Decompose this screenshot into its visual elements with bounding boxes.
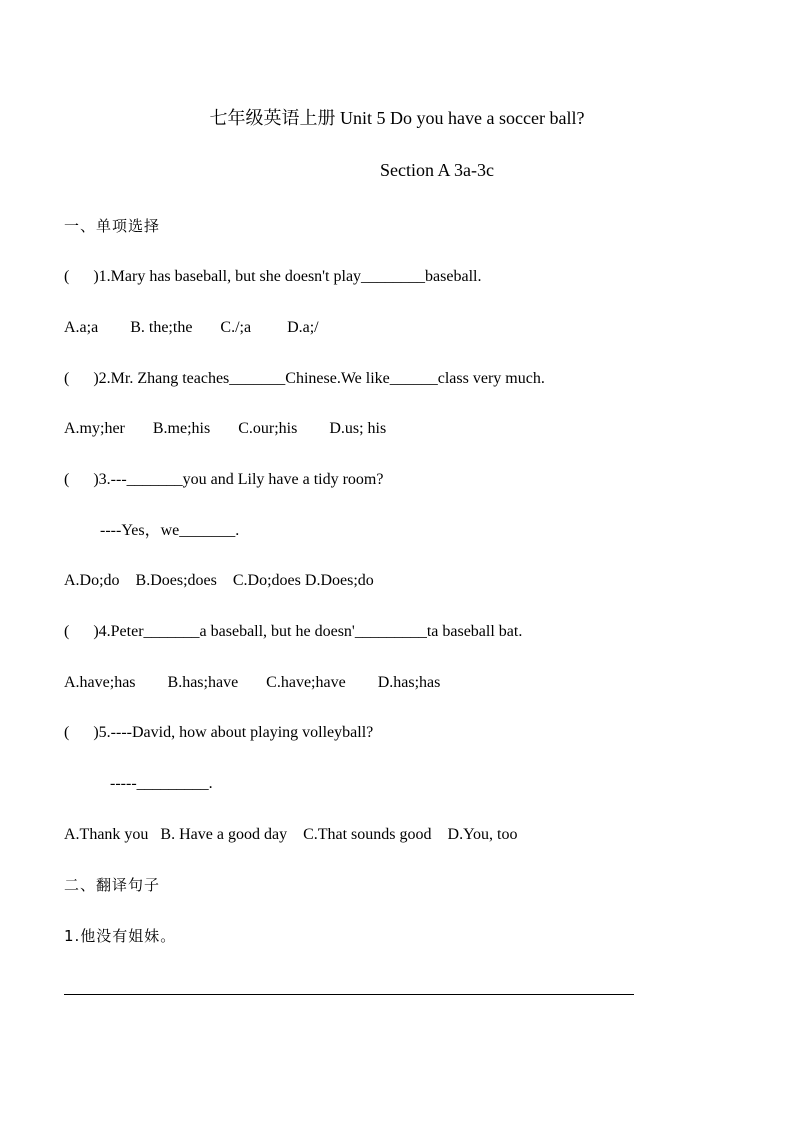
part2-heading: 二、翻译句子 [64, 876, 161, 894]
question-1-stem: ( )1.Mary has baseball, but she doesn't play________baseball. [64, 268, 482, 285]
question-2-options: A.my;her B.me;his C.our;his D.us; his [64, 420, 387, 437]
question-4-stem: ( )4.Peter_______a baseball, but he doesn'_________ta baseball bat. [64, 623, 523, 640]
question-4-options: A.have;has B.has;have C.have;have D.has;has [64, 674, 441, 691]
section-subtitle: Section A 3a-3c [380, 160, 494, 180]
question-5-stem: ( )5.----David, how about playing volleyball? [64, 724, 374, 741]
question-1-options: A.a;a B. the;the C./;a D.a;/ [64, 319, 319, 336]
question-3-reply: ----Yes，we_______. [100, 522, 240, 539]
question-5-reply: -----_________. [110, 775, 213, 792]
part1-heading: 一、单项选择 [64, 217, 161, 235]
question-3-stem: ( )3.---_______you and Lily have a tidy room? [64, 471, 384, 488]
translation-1-answer-line [64, 994, 634, 995]
question-2-stem: ( )2.Mr. Zhang teaches_______Chinese.We like______class very much. [64, 370, 545, 387]
question-3-options: A.Do;do B.Does;does C.Do;does D.Does;do [64, 572, 374, 589]
question-5-options: A.Thank you B. Have a good day C.That sounds good D.You, too [64, 826, 518, 843]
page-title: 七年级英语上册 Unit 5 Do you have a soccer ball? [209, 108, 585, 128]
translation-1-prompt: 1.他没有姐妹。 [64, 927, 177, 945]
